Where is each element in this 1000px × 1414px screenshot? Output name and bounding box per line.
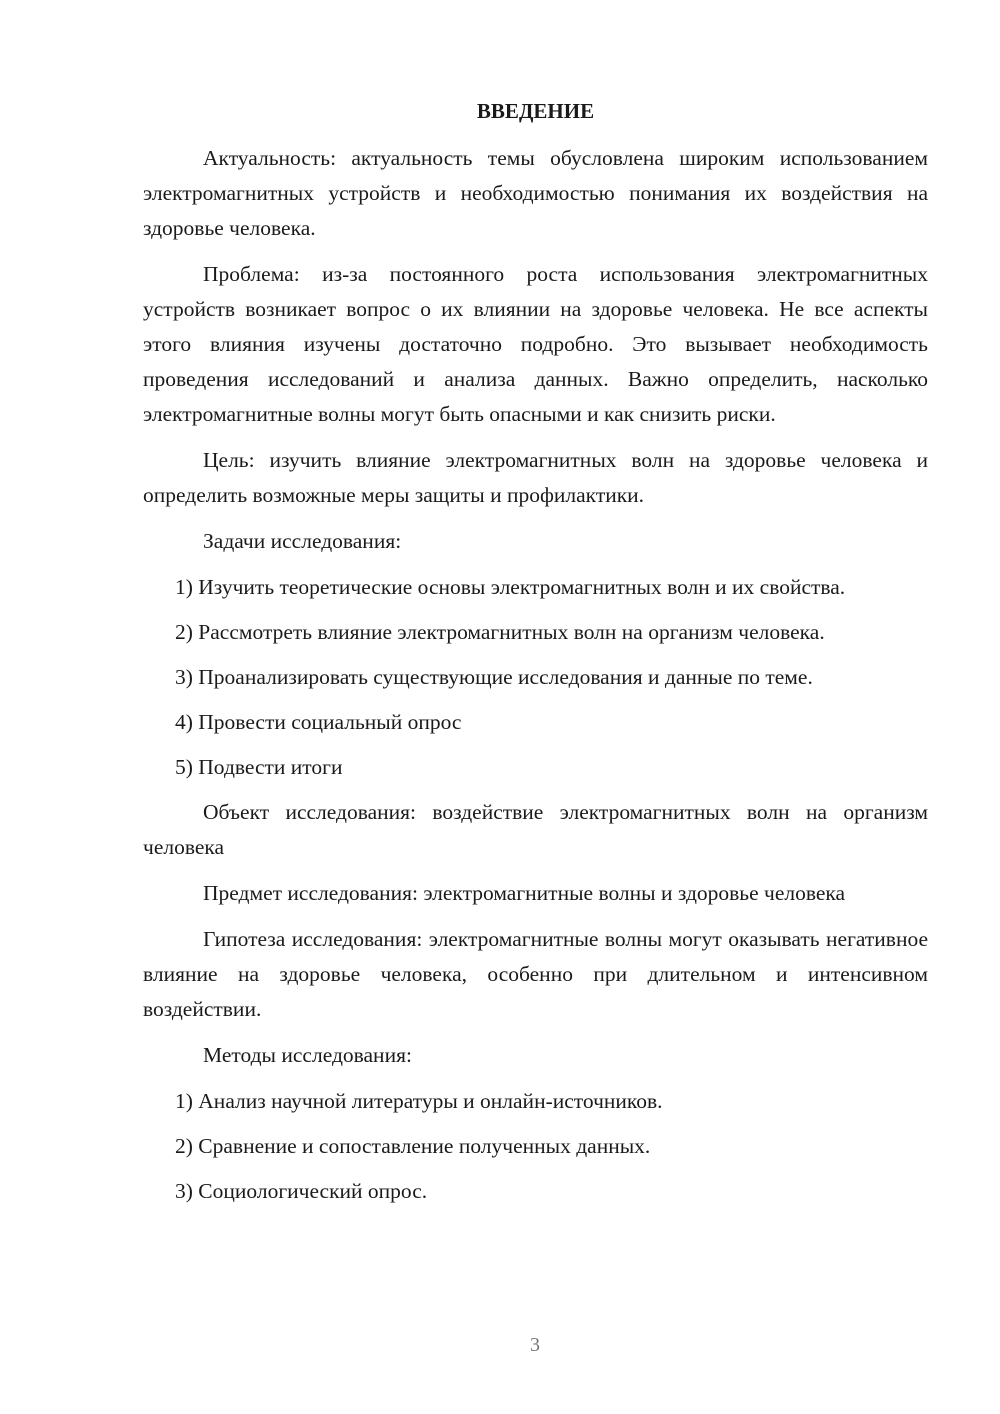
list-item-task-3: 3) Проанализировать существующие исследования и данные по теме. <box>175 665 813 689</box>
list-item-task-1: 1) Изучить теоретические основы электромагнитных волн и их свойства. <box>175 575 846 599</box>
paragraph-relevance: Актуальность: актуальность темы обусловлена широким использованием электромагнитных устройств и необходимостью понимания их воздействия на здоровье человека. <box>143 146 928 240</box>
paragraph-problem: Проблема: из-за постоянного роста использования электромагнитных устройств возникает вопрос о их влиянии на здоровье человека. Не все аспекты этого влияния изучены достаточно подробно. Это вызывает необходимость проведения исследований и анализа данных. Важно определить, насколько электромагнитные волны могут быть опасными и как снизить риски. <box>143 262 928 426</box>
paragraph-goal: Цель: изучить влияние электромагнитных волн на здоровье человека и определить возможные меры защиты и профилактики. <box>143 448 928 507</box>
paragraph-subject: Предмет исследования: электромагнитные волны и здоровье человека <box>203 881 846 905</box>
page-content <box>143 94 928 1219</box>
list-item-task-5: 5) Подвести итоги <box>175 755 343 779</box>
list-item-method-2: 2) Сравнение и сопоставление полученных данных. <box>175 1134 651 1158</box>
paragraph-object: Объект исследования: воздействие электромагнитных волн на организм человека <box>143 800 928 859</box>
list-item-method-3: 3) Социологический опрос. <box>175 1179 428 1203</box>
list-item-method-1: 1) Анализ научной литературы и онлайн-источников. <box>175 1089 663 1113</box>
tasks-heading: Задачи исследования: <box>203 529 402 553</box>
methods-heading: Методы исследования: <box>203 1043 412 1067</box>
page-number: 3 <box>530 1334 540 1356</box>
paragraph-hypothesis: Гипотеза исследования: электромагнитные волны могут оказывать негативное влияние на здоровье человека, особенно при длительном и интенсивном воздействии. <box>143 927 928 1021</box>
section-title: ВВЕДЕНИЕ <box>476 99 595 123</box>
list-item-task-2: 2) Рассмотреть влияние электромагнитных волн на организм человека. <box>175 620 825 644</box>
list-item-task-4: 4) Провести социальный опрос <box>175 710 462 734</box>
